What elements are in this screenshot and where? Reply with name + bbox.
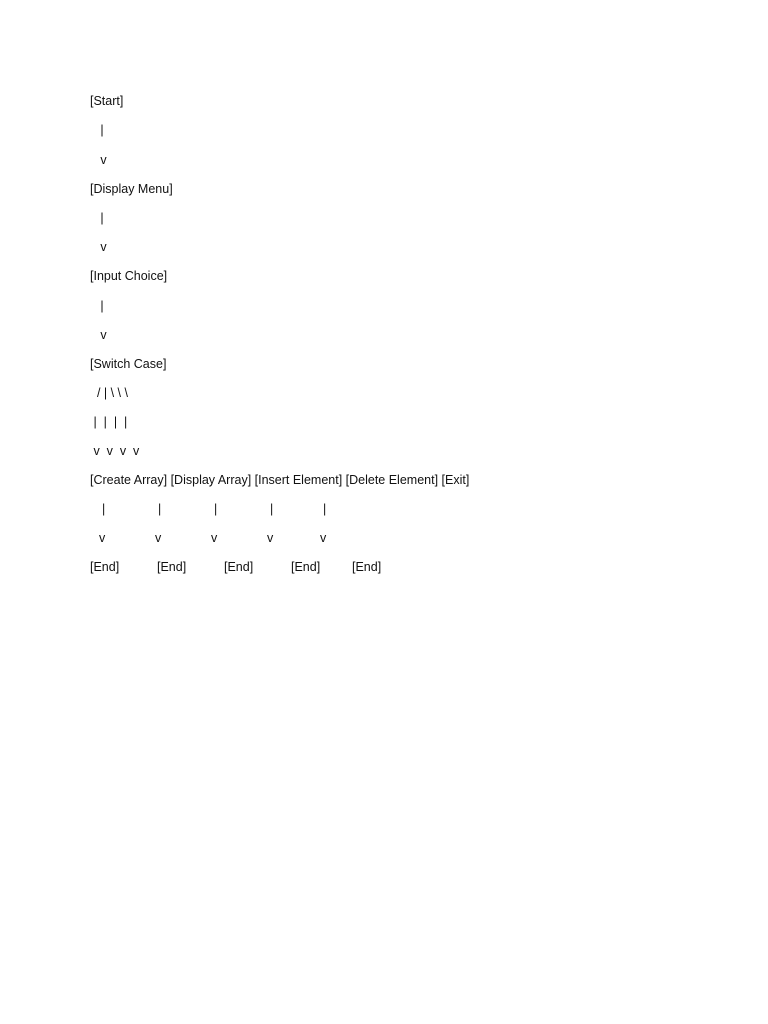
flow-line-pipe: | [90, 299, 104, 313]
option-pipe: | [158, 502, 162, 516]
flow-line-switch-case: [Switch Case] [90, 357, 167, 371]
flow-line-option-arrows [90, 529, 490, 547]
flow-line-input-choice: [Input Choice] [90, 269, 168, 283]
end-label: [End] [352, 560, 382, 574]
flow-line-option-pipes [90, 500, 490, 518]
flow-line-start: [Start] [90, 94, 124, 108]
end-label: [End] [224, 560, 254, 574]
flow-line-end-labels [90, 558, 490, 576]
flow-line-pipe: | [90, 123, 104, 137]
flow-line-arrow: v [90, 240, 107, 254]
end-label: [End] [291, 560, 321, 574]
flow-line-branch-arrows: v v v v [90, 444, 140, 458]
option-arrow: v [267, 531, 274, 545]
option-arrow: v [99, 531, 106, 545]
end-label: [End] [157, 560, 187, 574]
option-pipe: | [214, 502, 218, 516]
option-pipe: | [102, 502, 106, 516]
option-arrow: v [320, 531, 327, 545]
option-pipe: | [323, 502, 327, 516]
flow-line-branch-slashes: / | \ \ \ [90, 386, 128, 400]
option-arrow: v [155, 531, 162, 545]
option-arrow: v [211, 531, 218, 545]
flow-line-branch-pipes: | | | | [90, 415, 128, 429]
end-label: [End] [90, 560, 120, 574]
flow-line-arrow: v [90, 328, 107, 342]
flow-line-arrow: v [90, 153, 107, 167]
flow-line-pipe: | [90, 211, 104, 225]
flow-line-case-options: [Create Array] [Display Array] [Insert Element] [Delete Element] [Exit] [90, 473, 470, 487]
flow-line-display-menu: [Display Menu] [90, 182, 173, 196]
option-pipe: | [270, 502, 274, 516]
